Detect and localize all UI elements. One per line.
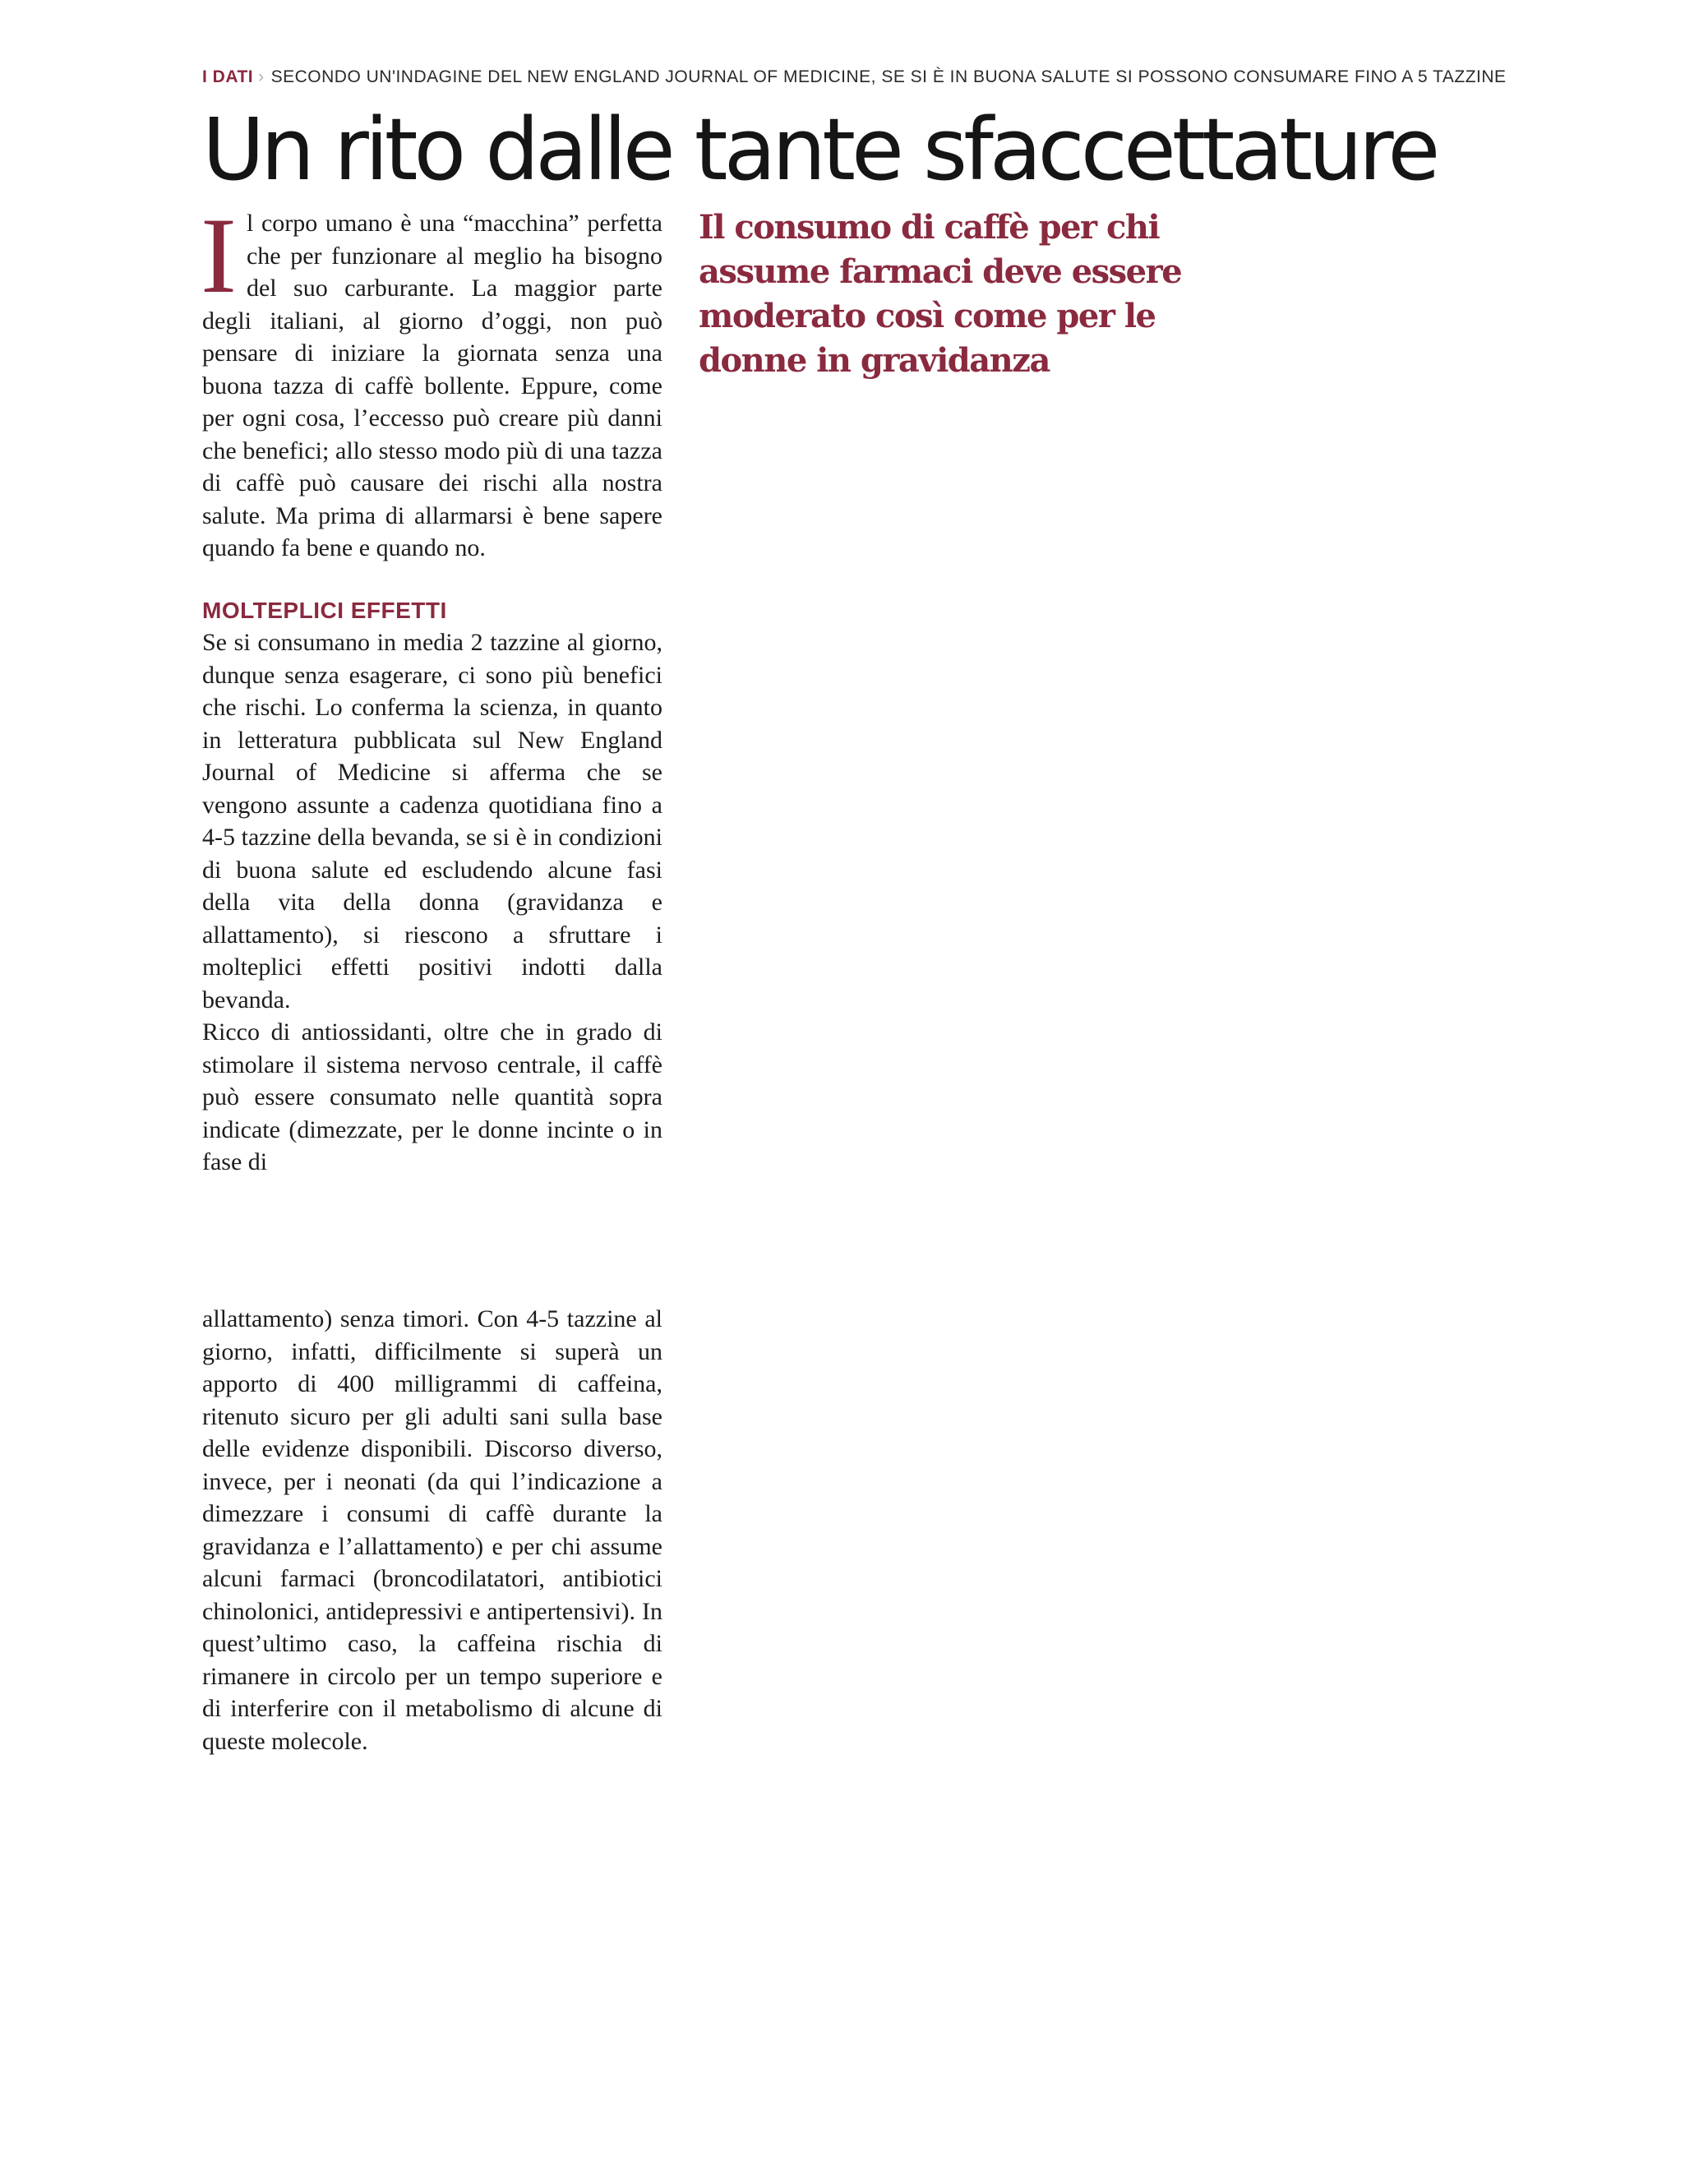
- article-column-1: [201, 195, 662, 1179]
- kicker-text: SECONDO UN'INDAGINE DEL NEW ENGLAND JOURNAL OF MEDICINE, SE SI È IN BUONA SALUTE SI POSSONO CONSUMARE FINO A 5 TAZZINE: [270, 67, 1507, 86]
- body-paragraph-3: Ricco di antiossidanti, oltre che in grado di stimolare il sistema nervoso centrale, il caffè può essere consumato nelle quantità sopra indicate (dimezzate, per le donne incinte o in fase di: [202, 1018, 662, 1175]
- pull-quote: Il consumo di caffè per chi assume farmaci deve essere moderato così come per le donne in gravidanza: [699, 208, 1182, 380]
- article-column-2: [202, 1303, 662, 1757]
- body-paragraph-2: Se si consumano in media 2 tazzine al giorno, dunque senza esagerare, ci sono più benefici che rischi. Lo conferma la scienza, in quanto in letteratura pubblicata sul New England Journal of Medicine si afferma che se vengono assunte a cadenza quotidiana fino a 4-5 tazzine della bevanda, se si è in condizioni di buona salute ed escludendo alcune fasi della vita della donna (gravidanza e allattamento), si riescono a sfruttare i molteplici effetti positivi indotti dalla bevanda.: [202, 629, 662, 1014]
- section-tag: I DATI: [202, 67, 254, 86]
- chevron-right-icon: ›: [258, 67, 265, 86]
- intro-text: l corpo umano è una “macchina” perfetta che per funzionare al meglio ha bisogno del suo carburante. La maggior parte degli italiani, al giorno d’oggi, non può pensare di iniziare la giornata senza una buona tazza di caffè bollente. Eppure, come per ogni cosa, l’eccesso può creare più danni che benefici; allo stesso modo più di una tazza di caffè può causare dei rischi alla nostra salute. Ma prima di allarmarsi è bene sapere quando fa bene e quando no.: [202, 210, 662, 561]
- drop-cap: I: [201, 195, 237, 316]
- body-paragraph-4: allattamento) senza timori. Con 4-5 tazzine al giorno, infatti, difficilmente si superà un apporto di 400 milligrammi di caffeina, ritenuto sicuro per gli adulti sani sulla base delle evidenze disponibili. Discorso diverso, invece, per i neonati (da qui l’indicazione a dimezzare i consumi di caffè durante la gravidanza e l’allattamento) e per chi assume alcuni farmaci (broncodilatatori, antibiotici chinolonici, antidepressivi e antipertensivi). In quest’ultimo caso, la caffeina rischia di rimanere in circolo per un tempo superiore e di interferire con il metabolismo di alcune di queste molecole.: [202, 1305, 662, 1755]
- section-subhead: MOLTEPLICI EFFETTI: [202, 597, 447, 623]
- kicker-line: [202, 67, 1517, 87]
- intro-paragraph: [201, 195, 662, 565]
- article-headline: Un rito dalle tante sfaccettature: [202, 99, 1437, 200]
